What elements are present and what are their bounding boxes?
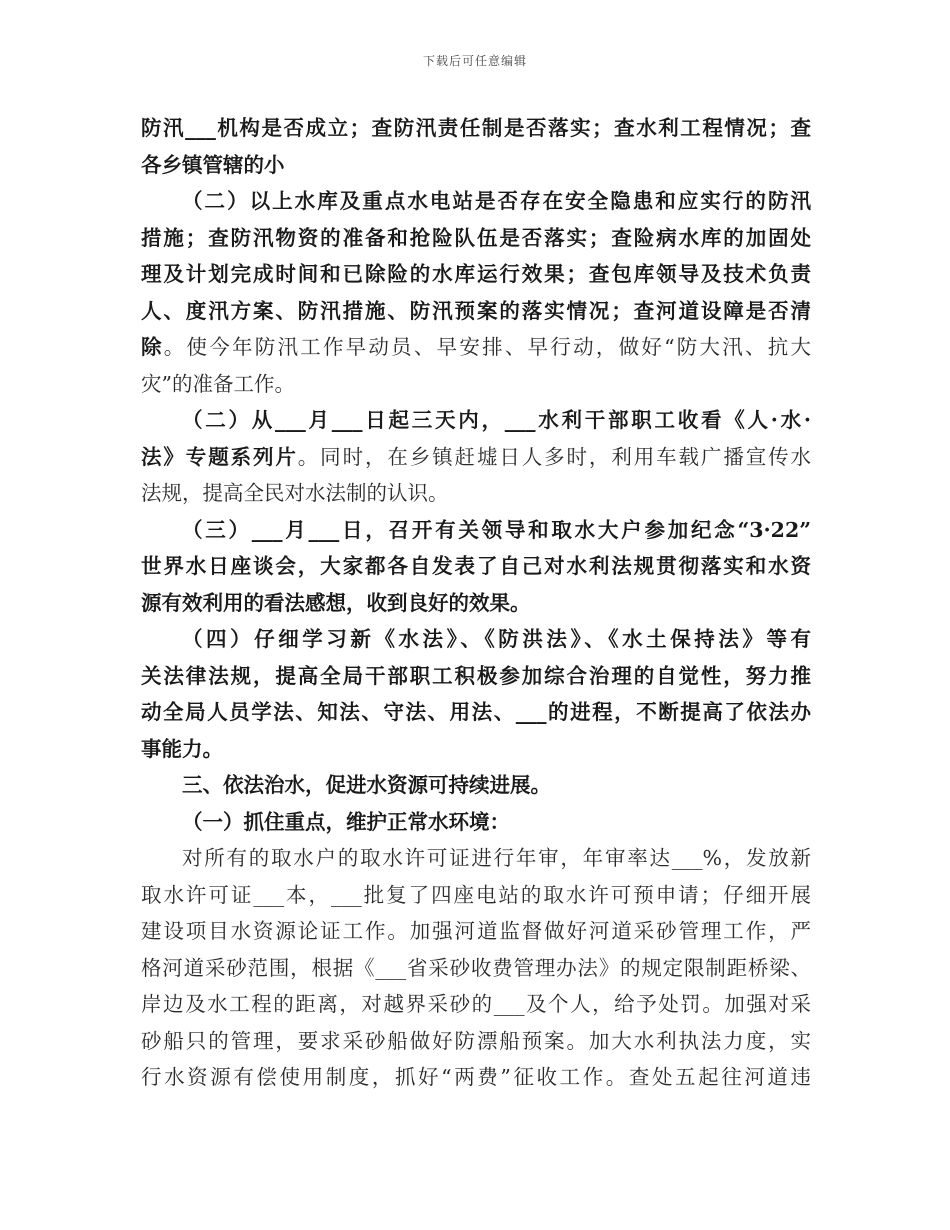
- page-header: 下载后可任意编辑: [422, 54, 527, 68]
- text-segment: 除: [141, 335, 164, 359]
- text-line: [141, 986, 811, 1023]
- text-segment: （一）抓住重点，维护正常水环境：: [182, 809, 510, 834]
- text-line: [141, 439, 811, 476]
- text-line: [141, 1023, 811, 1060]
- text-line: [141, 366, 811, 403]
- text-segment: （二）从___月___日起三天内，___水利干部职工收看《人·水·: [182, 408, 811, 432]
- text-line: [141, 293, 811, 330]
- text-line: [141, 329, 811, 366]
- text-line: [141, 183, 811, 220]
- text-line: [141, 512, 811, 549]
- text-segment: 建设项目水资源论证工作。加强河道监督做好河道采砂管理工作，严: [141, 919, 811, 943]
- text-line: [141, 548, 811, 585]
- text-segment: 灾”的准备工作。: [141, 371, 295, 396]
- text-line: [141, 950, 811, 987]
- text-segment: 。使今年防汛工作早动员、早安排、早行动，做好“防大汛、抗大: [163, 335, 811, 359]
- text-line: [141, 1059, 811, 1096]
- text-line: [141, 475, 811, 512]
- text-segment: 。同时，在乡镇赶墟日人多时，利用车载广播宣传水: [297, 444, 811, 469]
- text-line: [141, 220, 811, 257]
- text-segment: 防汛___机构是否成立；查防汛责任制是否落实；查水利工程情况；查: [141, 116, 811, 140]
- text-segment: 法》专题系列片: [141, 444, 298, 469]
- text-line: [141, 621, 811, 658]
- text-line: [141, 110, 811, 147]
- text-segment: 动全局人员学法、知法、守法、用法、___的进程，不断提高了依法办: [141, 700, 811, 724]
- text-segment: 事能力。: [141, 736, 223, 761]
- text-segment: 对所有的取水户的取水许可证进行年审，年审率达___%，发放新: [182, 846, 811, 870]
- text-line: [141, 147, 811, 184]
- text-segment: 关法律法规，提高全局干部职工积极参加综合治理的自觉性，努力推: [141, 663, 811, 688]
- text-line: [141, 585, 811, 622]
- text-segment: 法规，提高全民对水法制的认识。: [141, 481, 449, 505]
- text-segment: 源有效利用的看法感想，收到良好的效果。: [141, 590, 531, 615]
- text-segment: 岸边及水工程的距离，对越界采砂的___及个人，给予处罚。加强对采: [141, 992, 811, 1016]
- text-segment: 世界水日座谈会，大家都各自发表了自己对水利法规贯彻落实和水资: [141, 554, 811, 578]
- text-segment: 各乡镇管辖的小: [141, 152, 285, 177]
- text-line: [141, 877, 811, 914]
- text-segment: （二）以上水库及重点水电站是否存在安全隐患和应实行的防汛: [182, 189, 811, 213]
- text-segment: （三）___月___日，召开有关领导和取水大户参加纪念“3·22”: [182, 517, 811, 542]
- text-line: [141, 804, 811, 841]
- text-line: [141, 840, 811, 877]
- text-segment: 理及计划完成时间和已除险的水库运行效果；查包库领导及技术负责: [141, 262, 811, 286]
- text-line: [141, 767, 811, 804]
- text-line: [141, 913, 811, 950]
- text-segment: 三、依法治水，促进水资源可持续进展。: [182, 773, 551, 797]
- text-segment: 取水许可证___本，___批复了四座电站的取水许可预申请；仔细开展: [141, 882, 811, 907]
- document-body: [141, 110, 811, 1096]
- text-segment: 格河道采砂范围，根据《___省采砂收费管理办法》的规定限制距桥梁、: [141, 955, 811, 980]
- text-segment: 人、度汛方案、防汛措施、防汛预案的落实情况；查河道设障是否清: [141, 298, 811, 323]
- text-line: [141, 694, 811, 731]
- text-line: [141, 658, 811, 695]
- text-segment: 措施；查防汛物资的准备和抢险队伍是否落实；查险病水库的加固处: [141, 225, 811, 250]
- text-line: [141, 731, 811, 768]
- text-segment: 砂船只的管理，要求采砂船做好防漂船预案。加大水利执法力度，实: [141, 1028, 811, 1053]
- text-segment: 行水资源有偿使用制度，抓好“两费”征收工作。查处五起往河道违: [141, 1065, 811, 1089]
- text-line: [141, 256, 811, 293]
- text-line: [141, 402, 811, 439]
- text-segment: （四）仔细学习新《水法》、《防洪法》、《水土保持法》等有: [182, 627, 811, 651]
